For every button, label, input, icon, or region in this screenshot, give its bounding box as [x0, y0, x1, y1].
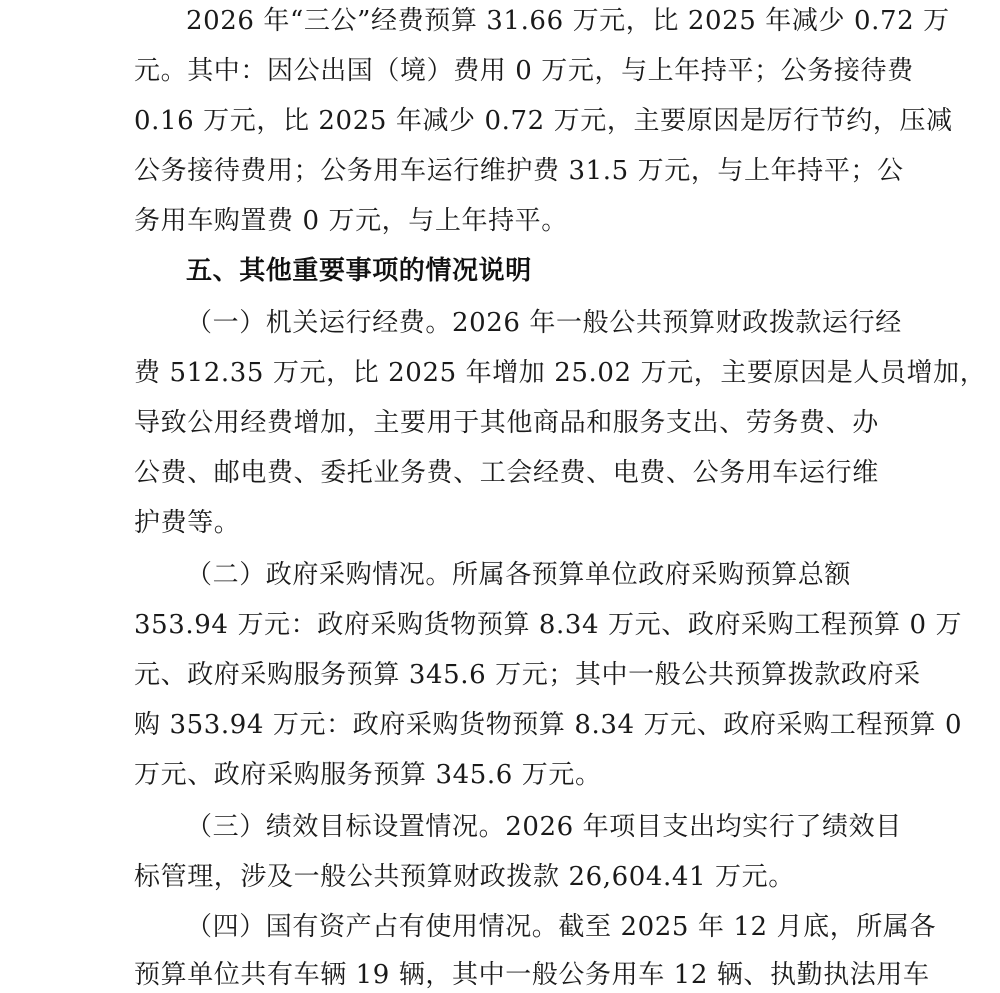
paragraph-line: （一）机关运行经费。2026 年一般公共预算财政拨款运行经: [186, 308, 902, 338]
paragraph-line: 353.94 万元：政府采购货物预算 8.34 万元、政府采购工程预算 0 万: [134, 610, 963, 640]
section-heading: 五、其他重要事项的情况说明: [186, 256, 532, 286]
paragraph-line: 0.16 万元，比 2025 年减少 0.72 万元，主要原因是厉行节约，压减: [134, 106, 953, 136]
paragraph-line: 护费等。: [134, 508, 241, 538]
paragraph-line: （三）绩效目标设置情况。2026 年项目支出均实行了绩效目: [186, 812, 902, 842]
paragraph-line: 预算单位共有车辆 19 辆，其中一般公务用车 12 辆、执勤执法用车: [134, 960, 930, 990]
paragraph-line: 费 512.35 万元，比 2025 年增加 25.02 万元，主要原因是人员增加，: [134, 358, 987, 388]
paragraph-line: （四）国有资产占有使用情况。截至 2025 年 12 月底，所属各: [186, 912, 937, 942]
paragraph-line: 元、政府采购服务预算 345.6 万元；其中一般公共预算拨款政府采: [134, 660, 921, 690]
paragraph-line: 元。其中：因公出国（境）费用 0 万元，与上年持平；公务接待费: [134, 56, 914, 86]
paragraph-line: 导致公用经费增加，主要用于其他商品和服务支出、劳务费、办: [134, 408, 879, 438]
paragraph-line: （二）政府采购情况。所属各预算单位政府采购预算总额: [186, 560, 852, 590]
paragraph-line: 购 353.94 万元：政府采购货物预算 8.34 万元、政府采购工程预算 0: [134, 710, 963, 740]
paragraph-line: 公务接待费用；公务用车运行维护费 31.5 万元，与上年持平；公: [134, 156, 904, 186]
paragraph-line: 万元、政府采购服务预算 345.6 万元。: [134, 760, 602, 790]
paragraph-line: 2026 年“三公”经费预算 31.66 万元，比 2025 年减少 0.72 万: [186, 6, 950, 36]
paragraph-line: 务用车购置费 0 万元，与上年持平。: [134, 206, 568, 236]
paragraph-line: 标管理，涉及一般公共预算财政拨款 26,604.41 万元。: [134, 862, 795, 892]
paragraph-line: 公费、邮电费、委托业务费、工会经费、电费、公务用车运行维: [134, 458, 879, 488]
